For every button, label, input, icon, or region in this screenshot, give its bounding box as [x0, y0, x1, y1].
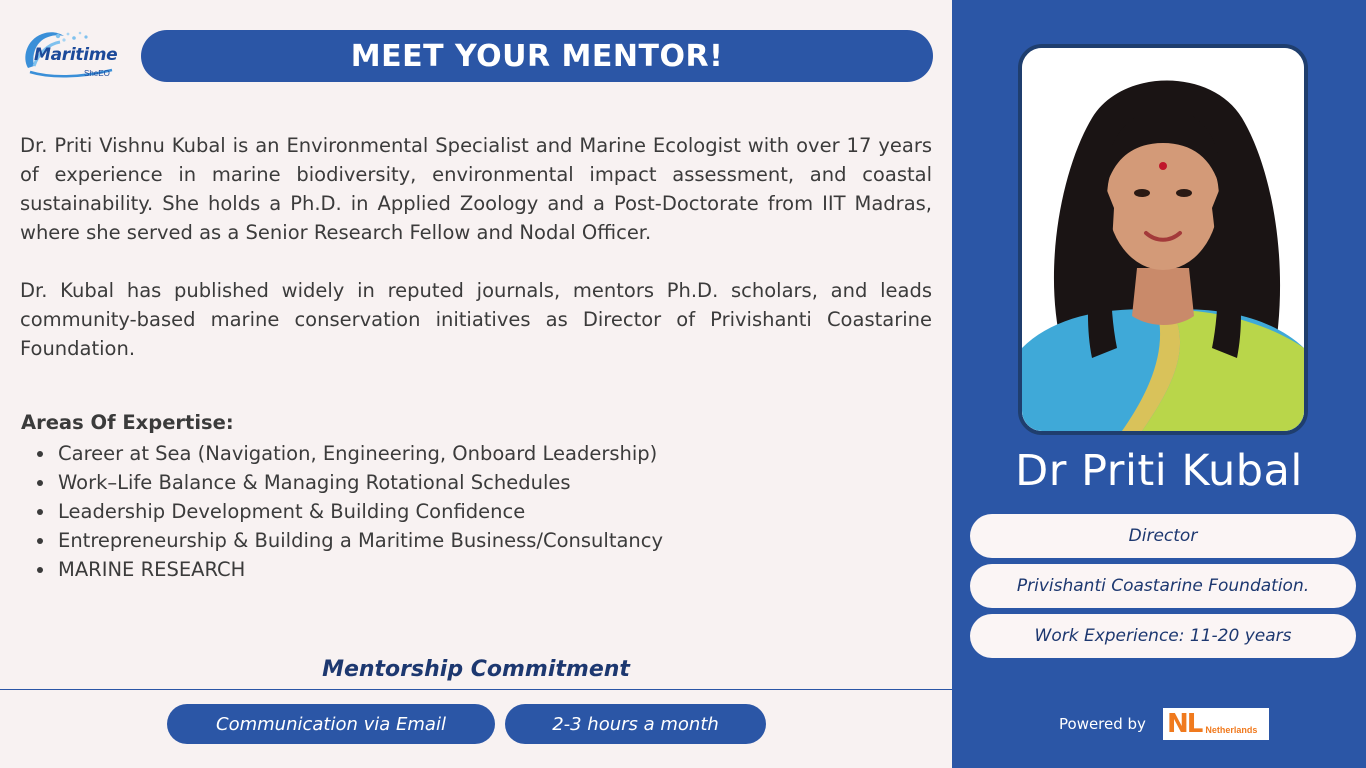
powered-by-label: Powered by: [1059, 715, 1146, 733]
netherlands-logo: [1163, 708, 1269, 740]
mentor-name: Dr Priti Kubal: [1015, 446, 1303, 496]
logo-wordmark: Maritime: [34, 45, 118, 65]
expertise-item: Leadership Development & Building Confidence: [36, 497, 663, 526]
page-title: MEET YOUR MENTOR!: [350, 38, 724, 74]
expertise-list: [36, 439, 663, 584]
expertise-item: MARINE RESEARCH: [36, 555, 663, 584]
mentor-organization-pill: Privishanti Coastarine Foundation.: [970, 564, 1356, 608]
communication-mode-pill: Communication via Email: [167, 704, 495, 744]
time-commitment-pill: 2-3 hours a month: [505, 704, 766, 744]
mentor-portrait-image: [1022, 48, 1304, 431]
commitment-heading: Mentorship Commitment: [322, 657, 630, 682]
nl-logo-mark: NL: [1167, 709, 1202, 739]
page-title-banner: [141, 30, 933, 82]
expertise-heading: Areas Of Expertise:: [21, 411, 234, 434]
commitment-divider: [0, 689, 952, 690]
mentor-bio: [20, 131, 932, 363]
bio-paragraph: Dr. Kubal has published widely in reputed journals, mentors Ph.D. scholars, and leads community-based marine conservation initiatives as Director of Privishanti Coastarine Foundation.: [20, 279, 932, 360]
expertise-item: Work–Life Balance & Managing Rotational Schedules: [36, 468, 663, 497]
logo-subtext: SheEO: [84, 69, 110, 78]
mentor-photo: [1018, 44, 1308, 435]
expertise-item: Entrepreneurship & Building a Maritime Business/Consultancy: [36, 526, 663, 555]
maritime-sheeo-logo: [20, 28, 120, 82]
nl-logo-country: Netherlands: [1205, 725, 1258, 735]
mentor-experience-pill: Work Experience: 11-20 years: [970, 614, 1356, 658]
right-panel: [952, 0, 1366, 768]
bio-paragraph: Dr. Priti Vishnu Kubal is an Environmental Specialist and Marine Ecologist with over 17 years of experience in marine biodiversity, environmental impact assessment, and coastal sustainability. She holds a Ph.D. in Applied Zoology and a Post-Doctorate from IIT Madras, where she served as a Senior Research Fellow and Nodal Officer.: [20, 134, 932, 244]
expertise-item: Career at Sea (Navigation, Engineering, Onboard Leadership): [36, 439, 663, 468]
mentor-role-pill: Director: [970, 514, 1356, 558]
